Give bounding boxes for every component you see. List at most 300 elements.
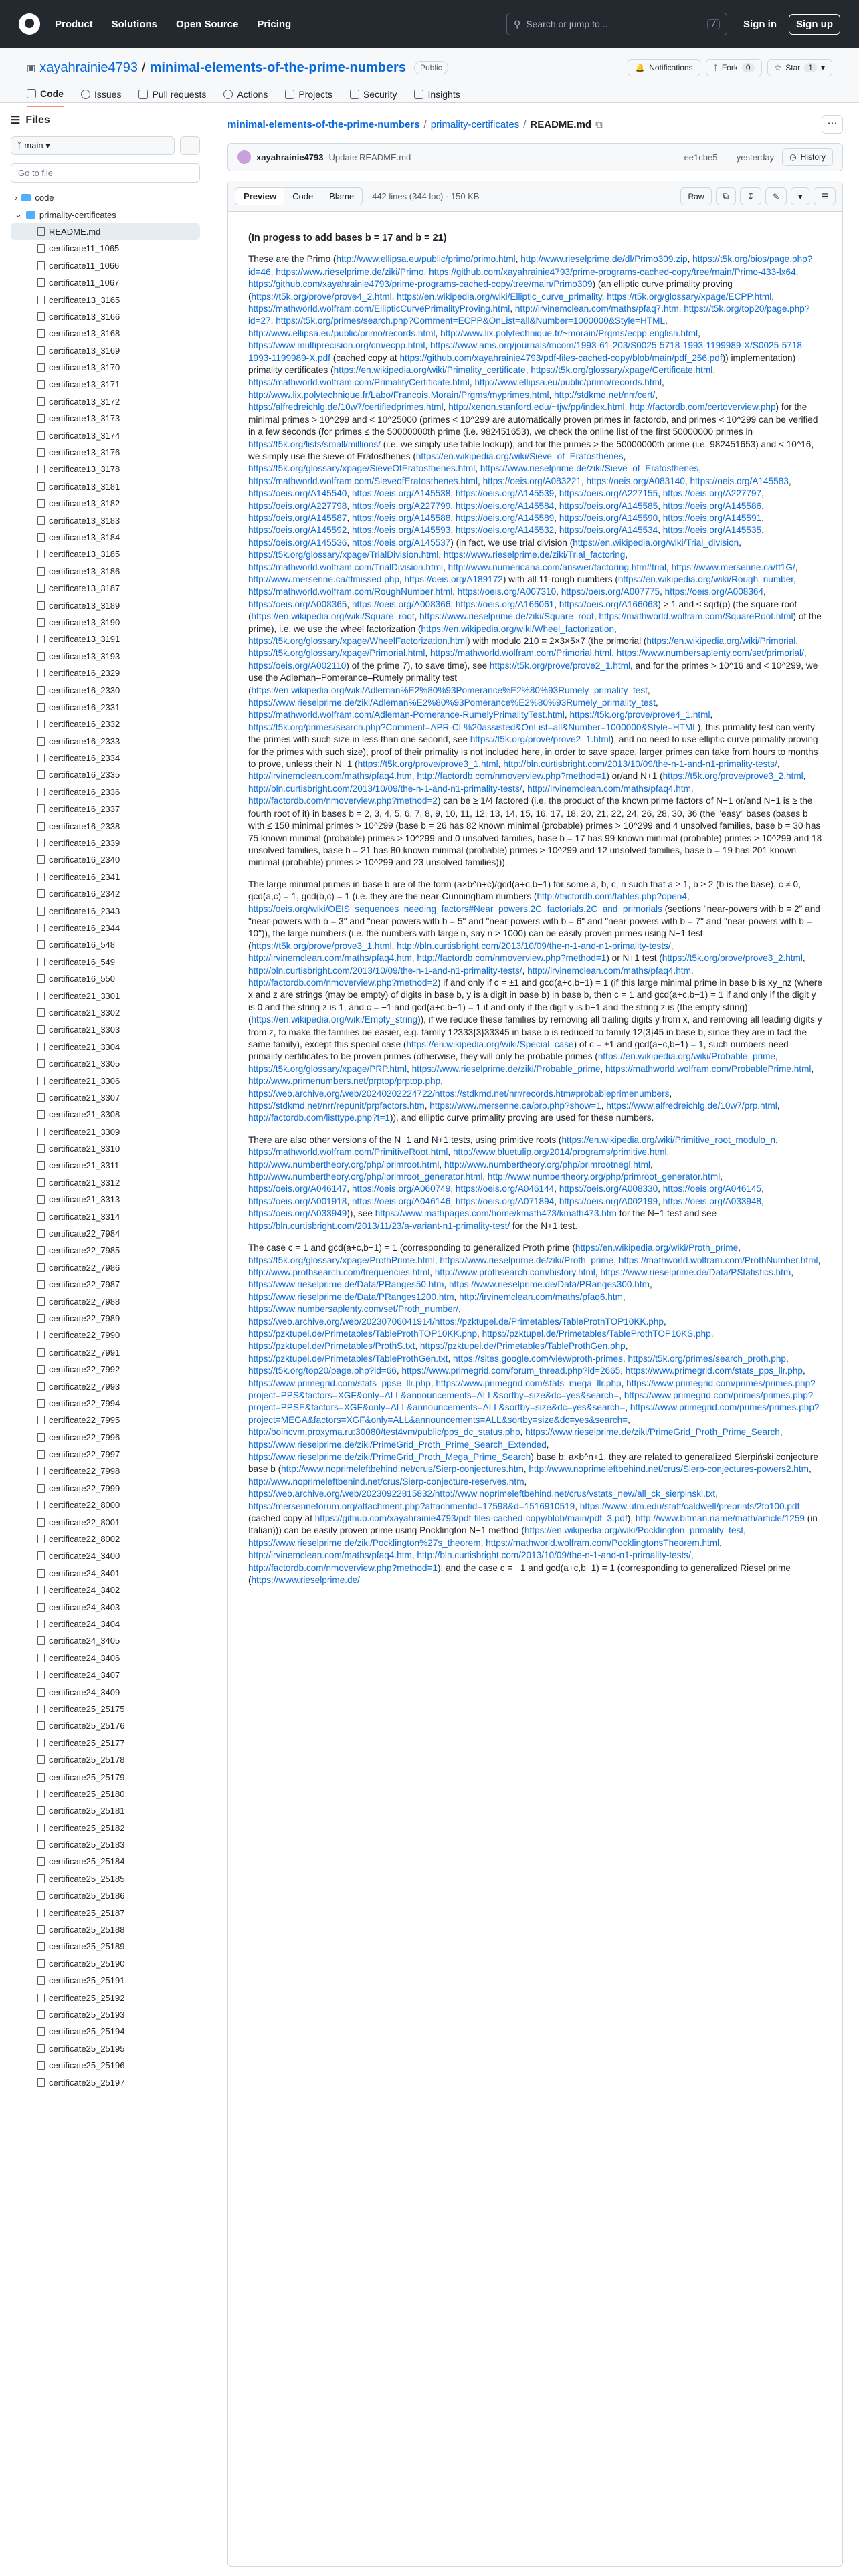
tree-file-item[interactable] [11,342,200,359]
tree-file-item[interactable] [11,1598,200,1615]
readme-link[interactable]: https://t5k.org/glossary/xpage/SieveOfEratosthenes.html [248,463,476,474]
readme-link[interactable]: https://t5k.org/glossary/xpage/ProthPrime.html [248,1255,435,1265]
readme-link[interactable]: https://oeis.org/A002110 [248,660,347,671]
readme-link[interactable]: http://www.numbertheory.org/php/primroot_generator.html [487,1172,721,1182]
readme-link[interactable]: http://www.lix.polytechnique.fr/~morain/Prgms/ecpp.english.html [440,328,698,338]
readme-link[interactable]: https://oeis.org/A008330 [559,1184,658,1194]
readme-link[interactable]: https://oeis.org/A189172 [404,574,503,584]
readme-link[interactable]: http://www.ellipsa.eu/public/primo/records.html [248,328,436,338]
tree-file-item[interactable] [11,478,200,495]
tree-file-item[interactable] [11,1039,200,1055]
tree-file-item[interactable] [11,614,200,631]
readme-link[interactable]: https://www.primegrid.com/primes/primes.php?project=PPS&factors=XGF&only=ALL&announcements=ALL&sortby=size&dc=yes&search= [248,1378,816,1400]
tree-file-item[interactable] [11,920,200,936]
tree-file-item[interactable] [11,1650,200,1667]
readme-link[interactable]: https://oeis.org/A145532 [455,525,555,536]
tree-file-item[interactable] [11,1055,200,1072]
tree-file-item[interactable] [11,1429,200,1446]
fork-button[interactable]: ᛉ Fork 0 [706,59,762,76]
tree-file-item[interactable] [11,1157,200,1174]
tree-file-item[interactable] [11,410,200,427]
readme-link[interactable]: http://irvinemclean.com/maths/pfaq4.htm [248,953,412,964]
readme-link[interactable]: https://web.archive.org/web/20230922815832/http://www.noprimeleftbehind.net/crus/vstats_new/all_ck_sierpinski.txt [248,1489,716,1499]
tree-file-item[interactable] [11,1667,200,1683]
readme-link[interactable]: https://t5k.org/prove/prove2_1.html [489,660,630,671]
readme-link[interactable]: https://t5k.org/prove/prove4_2.html [251,291,392,302]
readme-link[interactable]: http://factordb.com/nmoverview.php?method=1 [417,771,607,782]
readme-link[interactable]: https://oeis.org/A046144 [455,1184,555,1194]
repo-name-link[interactable]: minimal-elements-of-the-prime-numbers [149,60,406,75]
readme-link[interactable]: https://t5k.org/primes/search_proth.php [628,1353,786,1364]
tree-file-item[interactable] [11,1513,200,1530]
readme-link[interactable]: http://www.numericana.com/answer/factoring.htm#trial [448,562,667,572]
tree-file-item[interactable] [11,291,200,308]
readme-link[interactable]: http://irvinemclean.com/maths/pfaq4.htm [527,965,691,976]
readme-link[interactable]: https://www.primegrid.com/primes/primes.php?project=PPSE&factors=XGF&only=ALL&announcements=ALL&sortby=size&dc=yes&search= [248,1390,814,1413]
readme-link[interactable]: http://irvinemclean.com/maths/pfaq4.htm [248,771,412,782]
tree-file-item[interactable] [11,2057,200,2074]
tree-file-item[interactable] [11,835,200,851]
tree-file-item[interactable] [11,1547,200,1564]
readme-link[interactable]: https://oeis.org/A033949 [248,1208,347,1219]
tree-file-item[interactable] [11,2040,200,2057]
tree-file-item[interactable] [11,954,200,970]
edit-icon[interactable]: ✎ [765,187,787,205]
readme-link[interactable]: https://pzktupel.de/Primetables/TableProthTOP10KS.php [482,1328,711,1339]
tree-file-item[interactable] [11,580,200,597]
chevron-down-icon[interactable]: ▾ [791,187,809,205]
tree-file-item[interactable] [11,427,200,443]
readme-link[interactable]: https://en.wikipedia.org/wiki/Rough_number [617,574,794,584]
outline-icon[interactable]: ☰ [814,187,836,205]
tree-file-item[interactable] [11,1989,200,2006]
tree-file-item[interactable] [11,2074,200,2090]
readme-link[interactable]: https://oeis.org/A145584 [455,500,555,511]
readme-link[interactable]: https://www.rieselprime.de/ [251,1575,360,1586]
readme-link[interactable]: https://oeis.org/A145536 [248,537,347,548]
tree-file-item[interactable] [11,1632,200,1649]
readme-link[interactable]: https://oeis.org/A145538 [351,488,451,499]
readme-link[interactable]: http://bln.curtisbright.com/2013/10/09/the-n-1-and-n1-primality-tests/ [397,940,671,951]
readme-link[interactable]: https://t5k.org/glossary/xpage/TrialDivision.html [248,550,439,560]
readme-link[interactable]: https://mathworld.wolfram.com/PrimalityCertificate.html [248,377,470,388]
readme-link[interactable]: https://en.wikipedia.org/wiki/Adleman%E2%80%93Pomerance%E2%80%93Rumely_primality_test [251,685,648,695]
readme-link[interactable]: https://en.wikipedia.org/wiki/Trial_division [573,537,739,548]
tree-file-item[interactable] [11,1616,200,1632]
readme-link[interactable]: https://oeis.org/A145593 [351,525,451,536]
readme-link[interactable]: https://oeis.org/A071894 [455,1196,555,1206]
readme-link[interactable]: https://oeis.org/A083140 [586,475,685,486]
readme-link[interactable]: https://oeis.org/A145590 [559,512,658,523]
readme-link[interactable]: https://github.com/xayahrainie4793/pdf-files-cached-copy/blob/main/pdf_256.pdf [399,352,723,363]
tree-file-item[interactable] [11,869,200,885]
tree-file-item[interactable] [11,274,200,291]
readme-link[interactable]: https://t5k.org/prove/prove3_2.html [662,771,803,782]
readme-link[interactable]: https://mathworld.wolfram.com/ProbablePrime.html [605,1063,812,1074]
tree-file-item[interactable] [11,512,200,528]
readme-link[interactable]: https://oeis.org/A145537 [351,537,451,548]
tree-file-item[interactable] [11,1870,200,1887]
readme-link[interactable]: https://oeis.org/A046146 [351,1196,451,1206]
readme-link[interactable]: https://t5k.org/prove/prove2_1.html [470,734,611,745]
readme-link[interactable]: https://en.wikipedia.org/wiki/Sieve_of_Eratosthenes [415,451,624,461]
tree-file-item[interactable] [11,1395,200,1412]
readme-link[interactable]: https://www.primegrid.com/primes/primes.php?project=MEGA&factors=XGF&only=ALL&announcements=ALL&sortby=size&dc=yes&search= [248,1402,820,1425]
readme-link[interactable]: http://bln.curtisbright.com/2013/10/09/the-n-1-and-n1-primality-tests/ [503,759,777,770]
tree-file-item[interactable] [11,1955,200,1972]
readme-link[interactable]: http://www.numbertheory.org/php/lprimroot_generator.html [248,1172,483,1182]
readme-link[interactable]: https://t5k.org/glossary/xpage/Certificate.html [531,365,713,376]
readme-link[interactable]: http://irvinemclean.com/maths/pfaq7.htm [514,304,679,314]
readme-link[interactable]: http://www.ellipsa.eu/public/primo/records.html [474,377,662,388]
readme-link[interactable]: https://en.wikipedia.org/wiki/Empty_string [251,1014,418,1025]
readme-link[interactable]: https://alfredreichlg.de/10w7/certifiedprimes.html [248,402,444,413]
readme-link[interactable]: https://oeis.org/A060749 [351,1184,451,1194]
readme-link[interactable]: https://oeis.org/A145583 [690,475,789,486]
tree-file-item[interactable] [11,1565,200,1582]
readme-link[interactable]: https://www.rieselprime.de/ziki/Trial_factoring [443,550,626,560]
readme-link[interactable]: https://www.rieselprime.de/Data/PStatistics.htm [600,1267,791,1277]
tree-folder-primality-certificates[interactable]: ⌄ primality-certificates [15,209,116,220]
readme-link[interactable]: https://en.wikipedia.org/wiki/Primorial [646,636,796,646]
tree-file-item[interactable] [11,461,200,477]
readme-link[interactable]: http://factordb.com/tables.php?open4 [537,891,687,902]
readme-link[interactable]: http://www.mersenne.ca/tfmissed.php [248,574,399,584]
breadcrumb-folder[interactable]: primality-certificates [430,118,520,130]
tree-file-item[interactable] [11,970,200,987]
tree-file-item[interactable] [11,1293,200,1309]
readme-link[interactable]: https://en.wikipedia.org/wiki/Special_case [406,1039,574,1049]
raw-button[interactable]: Raw [680,187,711,205]
readme-link[interactable]: https://oeis.org/A145534 [559,525,658,536]
tree-file-item[interactable] [11,1259,200,1276]
nav-open-source[interactable]: Open Source [176,18,239,30]
tree-file-item[interactable] [11,1836,200,1853]
readme-link[interactable]: http://irvinemclean.com/maths/pfaq4.htm [248,1550,412,1561]
readme-link[interactable]: https://mathworld.wolfram.com/PrimitiveRoot.html [248,1147,448,1158]
readme-link[interactable]: https://en.wikipedia.org/wiki/Elliptic_curve_primality [397,291,602,302]
tree-file-item[interactable] [11,1497,200,1513]
readme-link[interactable]: https://oeis.org/A145591 [662,512,762,523]
readme-link[interactable]: https://t5k.org/glossary/xpage/Primorial.html [248,648,425,659]
readme-link[interactable]: http://factordb.com/nmoverview.php?method=2 [248,977,438,988]
readme-link[interactable]: https://www.mersenne.ca/prp.php?show=1 [430,1101,601,1111]
search-input[interactable] [506,13,727,35]
tab-insights[interactable]: Insights [414,88,460,107]
tree-file-item[interactable] [11,784,200,800]
readme-link[interactable]: http://www.noprimeleftbehind.net/crus/Sierp-conjecture-reserves.htm [248,1476,524,1487]
readme-link[interactable]: https://oeis.org/A008366 [351,599,451,609]
readme-link[interactable]: https://en.wikipedia.org/wiki/Proth_prime [575,1243,739,1253]
readme-link[interactable]: https://www.rieselprime.de/ziki/Proth_prime [440,1255,614,1265]
readme-link[interactable]: https://www.rieselprime.de/Data/PRanges1200.htm [248,1291,454,1302]
tree-file-item[interactable] [11,1242,200,1259]
tree-file-item[interactable] [11,546,200,562]
readme-link[interactable]: https://www.ams.org/journals/mcom/1993-61-203/S0025-5718-1993-1199989-X/S0025-5718-1993-1199989-X.pdf [248,340,805,363]
readme-link[interactable]: http://bln.curtisbright.com/2013/10/09/the-n-1-and-n1-primality-tests/ [248,783,522,794]
readme-link[interactable]: http://www.noprimeleftbehind.net/crus/Sierp-conjectures.htm [281,1464,524,1475]
readme-link[interactable]: https://mersenneforum.org/attachment.php?attachmentid=17598&d=1516910519 [248,1501,575,1511]
readme-link[interactable]: http://www.bluetulip.org/2014/programs/primitive.html [452,1147,667,1158]
tree-file-item[interactable] [11,1853,200,1870]
tree-file-item[interactable] [11,1123,200,1140]
readme-link[interactable]: https://oeis.org/A046147 [248,1184,347,1194]
tree-file-item[interactable] [11,1531,200,1547]
readme-link[interactable]: http://www.prothsearch.com/history.html [434,1267,595,1277]
readme-link[interactable]: http://factordb.com/nmoverview.php?method=1 [417,953,607,964]
sign-in-link[interactable]: Sign in [743,18,777,30]
readme-link[interactable]: https://www.rieselprime.de/Data/PRanges300.htm [448,1279,650,1290]
tree-file-item[interactable] [11,1378,200,1394]
readme-link[interactable]: https://oeis.org/A145592 [248,525,347,536]
tree-file-item[interactable] [11,1089,200,1106]
readme-link[interactable]: https://en.wikipedia.org/wiki/Pocklington_primality_test [524,1525,744,1536]
readme-link[interactable]: https://www.numbersaplenty.com/set/Proth_number/ [248,1304,459,1315]
readme-link[interactable]: http://bln.curtisbright.com/2013/10/09/the-n-1-and-n1-primality-tests/ [248,965,522,976]
readme-link[interactable]: https://oeis.org/A227797 [662,488,762,499]
readme-link[interactable]: http://bln.curtisbright.com/2013/10/09/the-n-1-and-n1-primality-tests/ [417,1550,691,1561]
nav-pricing[interactable]: Pricing [257,18,292,30]
tree-file-item[interactable] [11,563,200,580]
tree-file-item[interactable] [11,987,200,1004]
readme-link[interactable]: https://www.utm.edu/staff/caldwell/preprints/2to100.pdf [579,1501,800,1511]
readme-link[interactable]: http://irvinemclean.com/maths/pfaq6.htm [459,1291,623,1302]
readme-link[interactable]: https://t5k.org/primes/search.php?Comment=ECPP&OnList=all&Number=1000000&Style=HTML [276,316,665,326]
tree-file-item[interactable] [11,1208,200,1224]
readme-link[interactable]: https://oeis.org/A145539 [455,488,555,499]
tree-file-item[interactable] [11,444,200,461]
readme-link[interactable]: http://factordb.com/nmoverview.php?method=1 [248,1562,438,1573]
readme-link[interactable]: https://mathworld.wolfram.com/EllipticCurvePrimalityProving.html [248,304,510,314]
readme-link[interactable]: https://mathworld.wolfram.com/TrialDivision.html [248,562,444,572]
tree-file-item[interactable] [11,1310,200,1327]
readme-link[interactable]: https://oeis.org/A002199 [559,1196,658,1206]
readme-link[interactable]: https://oeis.org/A145535 [662,525,762,536]
readme-link[interactable]: https://www.rieselprime.de/ziki/PrimeGrid_Proth_Mega_Prime_Search [248,1452,531,1462]
readme-link[interactable]: https://oeis.org/A033948 [662,1196,762,1206]
star-button[interactable]: ☆ Star 1 ▾ [767,59,833,76]
readme-link[interactable]: https://oeis.org/A001918 [248,1196,347,1206]
readme-link[interactable]: https://t5k.org/top20/page.php?id=27 [248,304,810,326]
tree-file-item[interactable] [11,665,200,681]
tree-file-item[interactable] [11,1276,200,1293]
more-options-button[interactable]: ⋯ [822,115,843,134]
readme-link[interactable]: https://en.wikipedia.org/wiki/Probable_prime [597,1051,776,1062]
tree-file-item[interactable] [11,2023,200,2040]
readme-link[interactable]: http://irvinemclean.com/maths/pfaq4.htm [527,783,691,794]
tree-file-item[interactable] [11,648,200,665]
tree-file-item[interactable] [11,1820,200,1836]
readme-link[interactable]: https://oeis.org/A145588 [351,512,451,523]
tree-file-item[interactable] [11,766,200,783]
readme-link[interactable]: https://pzktupel.de/Primetables/ProthS.txt [248,1341,415,1352]
readme-link[interactable]: http://factordb.com/listtype.php?t=1 [248,1113,390,1123]
tree-file-item[interactable] [11,597,200,613]
sign-up-button[interactable]: Sign up [789,14,840,35]
readme-link[interactable]: https://www.rieselprime.de/ziki/Square_root [419,611,594,622]
readme-link[interactable]: https://www.rieselprime.de/ziki/Probable_prime [411,1063,601,1074]
tab-issues[interactable]: Issues [81,88,121,107]
tree-file-item[interactable] [11,936,200,953]
readme-link[interactable]: http://boincvm.proxyma.ru:30080/test4vm/public/pps_dc_status.php [248,1427,520,1438]
tree-file-item[interactable] [11,1072,200,1089]
readme-link[interactable]: https://oeis.org/A227798 [248,500,347,511]
readme-link[interactable]: http://www.noprimeleftbehind.net/crus/Sierp-conjectures-powers2.htm [529,1464,809,1475]
tree-file-item[interactable] [11,1887,200,1904]
tree-file-item[interactable] [11,1361,200,1378]
search-files-button[interactable] [180,136,200,155]
readme-link[interactable]: https://en.wikipedia.org/wiki/Square_root [251,611,415,622]
tree-folder-code[interactable]: › code [15,193,54,203]
tree-file-item[interactable] [11,1751,200,1768]
readme-link[interactable]: https://oeis.org/A145585 [559,500,658,511]
tree-file-item[interactable] [11,733,200,750]
tree-file-item[interactable] [11,1327,200,1344]
readme-link[interactable]: https://t5k.org/bios/page.php?id=46 [248,254,813,277]
readme-link[interactable]: https://mathworld.wolfram.com/RoughNumber.html [248,586,453,597]
readme-link[interactable]: https://oeis.org/A083221 [482,475,581,486]
preview-button[interactable]: Preview [235,188,284,205]
tree-file-item[interactable] [11,1582,200,1598]
readme-link[interactable]: https://github.com/xayahrainie4793/pdf-files-cached-copy/blob/main/pdf_3.pdf [314,1513,628,1524]
tree-file-item[interactable] [11,1938,200,1955]
tree-file-item[interactable] [11,681,200,698]
readme-link[interactable]: https://www.primegrid.com/stats_ppse_llr.php [248,1378,431,1388]
readme-link[interactable]: https://mathworld.wolfram.com/ProthNumber.html [618,1255,818,1265]
readme-link[interactable]: https://web.archive.org/web/20230706041914/https://pzktupel.de/Primetables/TableProthTOP10KK.php [248,1316,664,1327]
readme-link[interactable]: http://www.primenumbers.net/prptop/prptop.php [248,1076,441,1087]
tree-file-item[interactable] [11,902,200,919]
readme-link[interactable]: https://www.mersenne.ca/tf1G/ [671,562,795,572]
history-button[interactable]: ◷ History [782,148,833,166]
readme-link[interactable]: https://www.alfredreichlg.de/10w7/prp.html [606,1101,777,1111]
readme-link[interactable]: https://oeis.org/A046145 [662,1184,762,1194]
readme-link[interactable]: https://t5k.org/top20/page.php?id=66 [248,1366,397,1376]
commit-author[interactable]: xayahrainie4793 [256,152,324,163]
readme-link[interactable]: https://en.wikipedia.org/wiki/Primitive_root_modulo_n [561,1134,776,1145]
readme-link[interactable]: http://www.rieselprime.de/dl/Primo309.zip [520,254,688,265]
commit-sha[interactable]: ee1cbe5 [684,152,718,163]
sidebar-collapse-icon[interactable]: ☰ [11,115,21,126]
tree-file-item[interactable] [11,240,200,257]
readme-link[interactable]: http://www.ellipsa.eu/public/primo/primo.html [336,254,516,265]
readme-link[interactable]: https://oeis.org/A145586 [662,500,762,511]
readme-link[interactable]: http://stdkmd.net/nrr/cert/ [554,389,656,400]
tree-file-item[interactable] [11,1904,200,1921]
tree-file-item[interactable] [11,750,200,766]
readme-link[interactable]: https://www.rieselprime.de/ziki/PrimeGrid_Proth_Prime_Search [525,1427,780,1438]
tree-file-item[interactable] [11,1463,200,1479]
repo-owner-link[interactable]: xayahrainie4793 [39,60,138,75]
tab-code[interactable]: Code [27,88,64,107]
readme-link[interactable]: https://mathworld.wolfram.com/PocklingtonsTheorem.html [486,1537,720,1548]
readme-link[interactable]: https://mathworld.wolfram.com/Primorial.html [430,648,612,659]
tree-file-item[interactable] [11,1802,200,1819]
readme-link[interactable]: https://web.archive.org/web/20240202224722/https://stdkmd.net/nrr/records.htm#probableprimenumbers [248,1088,670,1099]
copy-icon[interactable]: ⧉ [716,187,737,205]
tree-file-item[interactable] [11,1446,200,1463]
tree-file-item[interactable] [11,1225,200,1242]
breadcrumb-repo[interactable]: minimal-elements-of-the-prime-numbers [227,118,420,130]
tree-file-item[interactable] [11,495,200,512]
readme-link[interactable]: https://oeis.org/A145587 [248,512,347,523]
readme-link[interactable]: https://oeis.org/A008365 [248,599,347,609]
tree-file-item[interactable] [11,1735,200,1751]
readme-link[interactable]: https://bln.curtisbright.com/2013/11/23/a-variant-n1-primality-test/ [248,1220,510,1231]
readme-link[interactable]: https://oeis.org/A007775 [561,586,660,597]
tree-file-item[interactable] [11,1004,200,1021]
readme-link[interactable]: https://www.rieselprime.de/ziki/Pocklington%27s_theorem [248,1537,481,1548]
notifications-button[interactable]: 🔔 Notifications [628,59,700,76]
tree-file-item[interactable] [11,1191,200,1208]
tree-file-item[interactable] [11,885,200,902]
readme-link[interactable]: https://t5k.org/glossary/xpage/PRP.html [248,1063,407,1074]
readme-link[interactable]: https://www.primegrid.com/stats_pps_llr.php [625,1366,803,1376]
tree-file-item[interactable] [11,393,200,410]
tab-actions[interactable]: Actions [223,88,268,107]
go-to-file-input[interactable]: Go to file [11,163,200,183]
commit-message[interactable]: Update README.md [328,152,411,163]
code-view-button[interactable]: Code [292,191,314,201]
tree-file-item[interactable] [11,631,200,647]
readme-link[interactable]: https://www.mathpages.com/home/kmath473/kmath473.htm [375,1208,617,1219]
readme-link[interactable]: https://mathworld.wolfram.com/Adleman-Pomerance-RumelyPrimalityTest.html [248,710,565,720]
tree-file-item[interactable] [11,716,200,732]
readme-link[interactable]: https://www.primegrid.com/stats_mega_llr.php [436,1378,622,1388]
readme-link[interactable]: https://en.wikipedia.org/wiki/Wheel_factorization [421,623,615,634]
readme-link[interactable]: https://pzktupel.de/Primetables/TableProthGen.php [419,1341,626,1352]
readme-link[interactable]: https://pzktupel.de/Primetables/TableProthTOP10KK.php [248,1328,478,1339]
readme-link[interactable]: https://t5k.org/lists/small/millions/ [248,439,381,449]
readme-link[interactable]: https://t5k.org/glossary/xpage/ECPP.html [607,291,772,302]
tree-file-item[interactable] [11,1786,200,1802]
readme-link[interactable]: http://factordb.com/certoverview.php [630,402,776,413]
tab-pull-requests[interactable]: Pull requests [138,88,206,107]
tab-security[interactable]: Security [350,88,397,107]
tree-file-item[interactable] [11,2006,200,2023]
readme-link[interactable]: https://t5k.org/prove/prove3_1.html [251,940,392,951]
tree-file-item[interactable] [11,529,200,546]
readme-link[interactable]: https://oeis.org/A007310 [457,586,557,597]
readme-link[interactable]: http://www.numbertheory.org/php/primrootnegl.html [444,1159,650,1170]
readme-link[interactable]: https://www.rieselprime.de/ziki/Primo [276,266,424,277]
readme-link[interactable]: http://www.numbertheory.org/php/lprimroot.html [248,1159,440,1170]
tree-file-item[interactable] [11,257,200,274]
blame-button[interactable]: Blame [329,191,355,201]
readme-link[interactable]: https://www.rieselprime.de/ziki/Sieve_of_Eratosthenes [480,463,699,474]
readme-link[interactable]: https://pzktupel.de/Primetables/TableProthGen.txt [248,1353,448,1364]
readme-link[interactable]: https://en.wikipedia.org/wiki/Primality_certificate [333,365,526,376]
avatar[interactable] [237,150,251,164]
readme-link[interactable]: https://oeis.org/A166063 [559,599,658,609]
readme-link[interactable]: http://xenon.stanford.edu/~tjw/pp/index.html [448,402,625,413]
branch-select[interactable]: ᛉ main ▾ [11,136,175,155]
tree-file-item[interactable] [11,1021,200,1038]
tree-file-item[interactable] [11,376,200,393]
readme-link[interactable]: https://www.multiprecision.org/cm/ecpp.html [248,340,425,351]
readme-link[interactable]: https://www.primegrid.com/forum_thread.php?id=2665 [401,1366,621,1376]
nav-product[interactable]: Product [55,18,93,30]
copy-path-icon[interactable]: ⧉ [595,118,603,130]
readme-link[interactable]: https://github.com/xayahrainie4793/prime-programs-cached-copy/tree/main/Primo309 [248,279,593,290]
tree-file-item[interactable] [11,1972,200,1989]
tree-file-item[interactable] [11,1683,200,1700]
readme-link[interactable]: https://www.rieselprime.de/ziki/Adleman%E2%80%93Pomerance%E2%80%93Rumely_primality_test [248,697,656,708]
github-logo-icon[interactable] [19,13,40,35]
tree-file-item[interactable] [11,308,200,325]
readme-link[interactable]: https://mathworld.wolfram.com/SieveofEratosthenes.html [248,475,478,486]
tree-file-item[interactable] [11,1106,200,1123]
